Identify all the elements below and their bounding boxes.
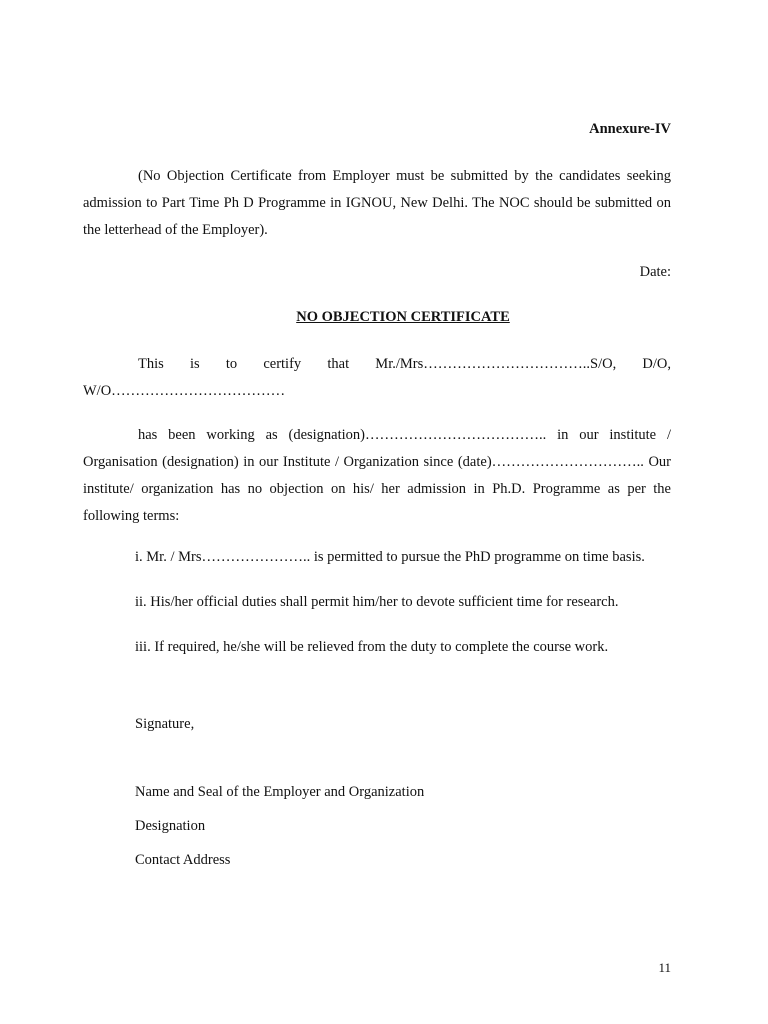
employer-name-seal-label: Name and Seal of the Employer and Organization	[135, 784, 425, 800]
working-paragraph	[83, 422, 671, 530]
term-item-1: i. Mr. / Mrs………………….. is permitted to pursue the PhD programme on time basis.	[135, 549, 645, 565]
annexure-label: Annexure-IV	[589, 121, 671, 137]
certify-paragraph	[83, 351, 671, 405]
designation-label: Designation	[135, 818, 206, 834]
term-item-3: iii. If required, he/she will be relieved from the duty to complete the course work.	[135, 639, 609, 655]
contact-address-label: Contact Address	[135, 852, 231, 868]
certify-text: This is to certify that Mr./Mrs……………………………..S/O, D/O, W/O………………………………	[83, 356, 671, 399]
intro-paragraph: (No Objection Certificate from Employer must be submitted by the candidates seeking admission to Part Time Ph D Programme in IGNOU, New Delhi. The NOC should be submitted on the letterhead of the Employer).	[83, 168, 671, 238]
date-label: Date:	[639, 264, 671, 280]
working-text: has been working as (designation)……………………………….. in our institute / Organisation (designation) in our Institute / Organization since (date)………………………….. Our institute/ organization has no objection on his/ her admission in Ph.D. Programme as per the following terms:	[83, 427, 671, 524]
certificate-title: NO OBJECTION CERTIFICATE	[296, 309, 510, 325]
term-item-2: ii. His/her official duties shall permit him/her to devote sufficient time for research.	[135, 594, 619, 610]
page-number: 11	[658, 960, 671, 975]
signature-label: Signature,	[135, 716, 195, 732]
